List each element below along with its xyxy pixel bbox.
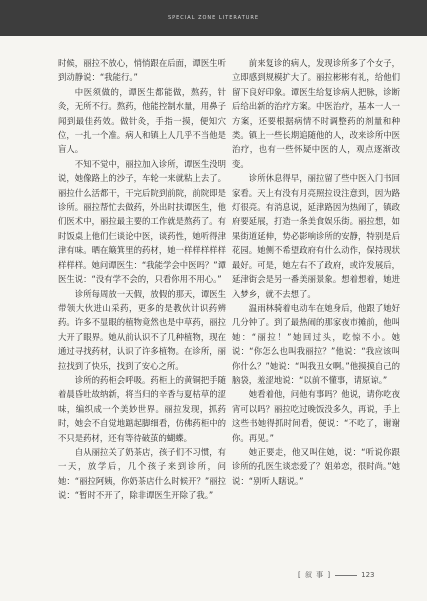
paragraph: 温雨林骑着电动车在她身后，他跟了她好几分钟了。到了最热闹的那家夜市摊前，他叫她：“丽拉！”她回过头，吃惊不小。她说：“你怎么也叫我丽拉？”他说：“我应该叫你什么？”她说：“叫我丑女啊。”他摸摸自己的脑袋，羞涩地说：“以前不懂事，请原谅。” [232,302,400,385]
right-text-column [232,56,400,488]
paragraph: 不知不觉中，丽拉加入诊所，谭医生没明说，她像路上的沙子，车轮一来就粘上去了。丽拉什么活都干，干完后院到前院，前院即是诊所。丽拉帮忙去做药，外出时扶谭医生，他们医术中，丽拉最主要的工作就是熬药了。有时饭桌上他们仨谈论中医，谈药性，她听得津津有味。晒在簸箕里的药材，她一样样样样样样样样。她问谭医生：“我能学会中医吗？”谭医生说：“没有学不会的，只看你用不用心。” [58,158,226,285]
paragraph: 前来复诊的病人，发现诊所多了个女子，立即感到规模扩大了。丽拉彬彬有礼，给他们留下良好印象。谭医生给复诊病人把脉，诊断后给出新的治疗方案。中医治疗，基本一人一方案，还要根据病情不时调整药的剂量和种类。镇上一些长期追随他的人，改来诊所中医治疗，也有一些怀疑中医的人，观点逐渐改变。 [232,58,400,169]
footer-divider [335,575,357,576]
paragraph: 中医须做的，谭医生都能做，熬药，针灸，无所不行。熬药，他能控制水量，用鼻子闻到最佳药效。做针灸，手指一摸，便知穴位，一扎一个准。病人和镇上人几乎不当他是盲人。 [58,86,226,155]
paragraph: 自从丽拉关了奶茶店，孩子们不习惯，有一天，放学后，几个孩子来到诊所，问她：“丽拉阿姨，你奶茶店什么时候开？”丽拉说：“暂时不开了，除非谭医生开除了我。” [58,446,226,501]
section-label: [ 叙 事 ] [298,571,332,579]
magazine-header-band [0,0,427,36]
page-footer [298,569,378,581]
paragraph: 她看着他，问他有事吗？他说，请你吃夜宵可以吗？丽拉吃过晚饭没多久，再说，手上这些书她得抓时间看，便说：“不吃了，谢谢你。再见。” [232,389,400,443]
paragraph: 时候，丽拉不放心，悄悄跟在后面，谭医生听到动静说：“我能行。” [58,58,226,83]
paragraph: 诊所休息得早，丽拉留了些中医入门书回家看。天上有没有月亮照拉设注意到，因为路灯很亮。有消息说，延津路因为热闹了，镇政府要延展，打造一条美食娱乐街。丽拉想，如果街道延伸，势必影响诊所的安静，特别是后花园。她侧不希望政府有什么动作，保持现状最好。可是，她左右不了政府，或许发展后，延津街会是另一番美丽景象。想着想着，她进入梦乡，就不去想了。 [232,173,400,299]
page-number: 123 [361,571,375,579]
left-text-column [58,56,226,503]
paragraph: 诊所每周放一天假，放假的那天，谭医生带领大伙进山采药，更多的是教伙计识药辨药。许多不显眼的植物竟然也是中草药，丽拉大开了眼界。她从前认识不了几种植物，现在通过寻找药材，认识了许多植物。在诊所，丽拉找到了快乐，找到了安心之所。 [58,288,226,371]
header-title: SPECIAL ZONE LITERATURE [167,15,260,21]
paragraph: 她正要走，他又叫住她，说：“听说你跟诊所的孔医生谈恋爱了？姐弟恋，很时尚。”她说：“别听人瞎说。” [232,446,400,486]
paragraph: 诊所的药柜会呼吸。药柜上的黄铜把手随着晨昏吐故纳新，将当归的辛香与夏枯草的涩味，编织成一个美妙世界。丽拉发现，抓药时，她会不自觉地踮起脚细看，仿佛药柜中的不只是药材，还有等待破茧的蝴蝶。 [58,374,226,443]
